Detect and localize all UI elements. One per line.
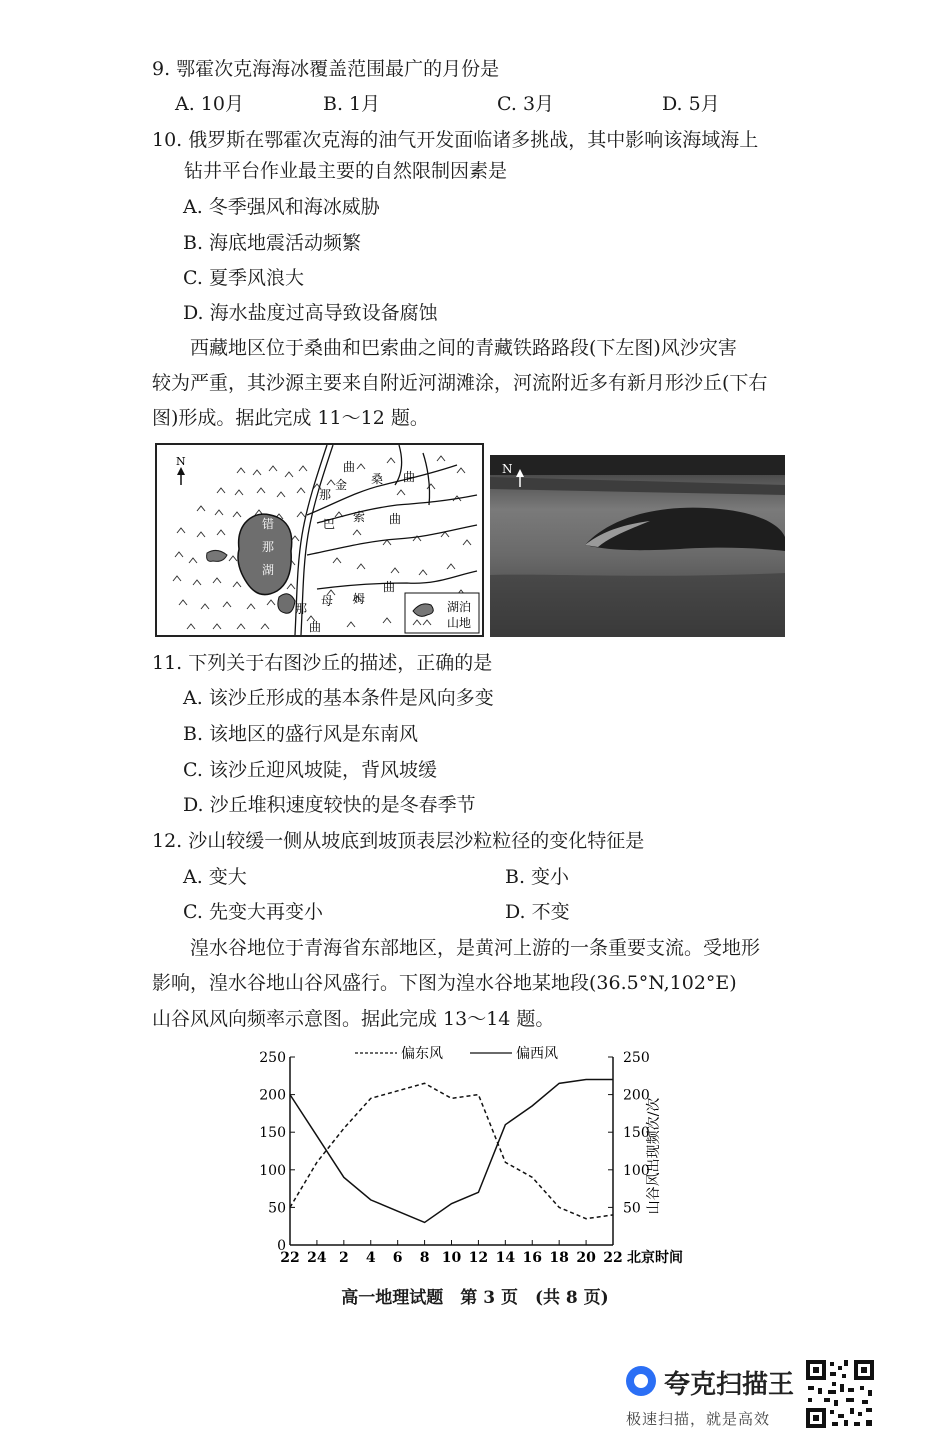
scanner-logo-icon (626, 1366, 656, 1396)
question-12-stem: 12. 沙山较缓一侧从坡底到坡顶表层沙粒粒径的变化特征是 (152, 830, 645, 852)
question-11-stem: 11. 下列关于右图沙丘的描述，正确的是 (152, 652, 493, 674)
x-tick-label: 6 (392, 1250, 403, 1266)
y-tick-label-left: 100 (259, 1162, 286, 1179)
passage-1-line-3: 图)形成。据此完成 11～12 题。 (152, 407, 429, 429)
river-sangqu-char-1: 曲 (343, 460, 356, 474)
y-tick-label-left: 250 (259, 1050, 286, 1066)
brand-title: 夸克扫描王 (664, 1370, 795, 1400)
map-north-label: N (176, 455, 186, 468)
q10-option-c: C. 夏季风浪大 (183, 267, 304, 289)
y-tick-label-left: 50 (268, 1200, 286, 1217)
x-tick-label: 22 (280, 1250, 300, 1266)
river-muqu-char-2: 姆 (353, 592, 366, 606)
river-sangqu-char-2: 桑 (371, 472, 384, 486)
river-naqu-char-2: 曲 (309, 620, 322, 634)
q10-option-a: A. 冬季强风和海冰威胁 (183, 196, 380, 218)
y-tick-label-left: 150 (259, 1125, 286, 1142)
river-muqu-char-3: 曲 (383, 580, 396, 594)
page-footer: 高一地理试题 第 3 页 (共 8 页) (341, 1288, 609, 1308)
x-tick-label: 2 (338, 1250, 349, 1266)
qr-code (804, 1358, 876, 1430)
x-axis-label: 北京时间 (627, 1250, 683, 1266)
x-tick-label: 22 (603, 1250, 623, 1266)
x-tick-label: 18 (549, 1250, 569, 1266)
x-tick-label: 10 (441, 1250, 462, 1266)
legend-label-1: 偏东风 (401, 1046, 443, 1062)
lake-char-3: 湖 (262, 563, 275, 577)
q12-option-a: A. 变大 (183, 866, 247, 888)
map-legend (405, 593, 479, 633)
q12-option-b: B. 变小 (505, 866, 570, 888)
y-tick-label-right: 200 (623, 1087, 650, 1104)
q9-option-c: C. 3月 (497, 93, 555, 115)
lake-char-1: 错 (262, 517, 275, 531)
y-tick-label-left: 0 (277, 1238, 286, 1254)
q11-option-c: C. 该沙丘迎风坡陡，背风坡缓 (183, 759, 437, 781)
x-tick-label: 20 (576, 1250, 596, 1266)
x-tick-label: 16 (522, 1250, 542, 1266)
dune-photo (490, 455, 785, 637)
y-tick-label-right: 50 (623, 1200, 641, 1217)
north-arrow (176, 455, 186, 485)
y-axis-label: 山谷风出现频次/次 (646, 1097, 662, 1215)
question-10-stem-2: 钻井平台作业最主要的自然限制因素是 (184, 160, 508, 182)
q9-option-b: B. 1月 (323, 93, 381, 115)
question-10-stem-1: 10. 俄罗斯在鄂霍次克海的油气开发面临诸多挑战，其中影响该海域海上 (152, 129, 759, 151)
river-naqu-char-1: 那 (295, 602, 308, 616)
small-lake (207, 550, 227, 561)
passage-2-line-3: 山谷风风向频率示意图。据此完成 13～14 题。 (152, 1008, 555, 1030)
q11-option-d: D. 沙丘堆积速度较快的是冬春季节 (183, 794, 476, 816)
question-9-stem: 9. 鄂霍次克海海冰覆盖范围最广的月份是 (152, 58, 500, 80)
valley-wind-chart (255, 1040, 715, 1275)
map-jin-char: 金 (335, 478, 348, 492)
south-lake (278, 594, 295, 613)
series-line-1 (290, 1083, 613, 1218)
passage-1-line-2: 较为严重，其沙源主要来自附近河湖滩涂，河流附近多有新月形沙丘(下右 (152, 372, 768, 394)
legend-label-2: 偏西风 (516, 1046, 558, 1062)
series-line-2 (290, 1080, 613, 1223)
x-tick-label: 4 (365, 1250, 376, 1266)
river-basuoqu-char-1: 那 (319, 488, 332, 502)
river-basuoqu-char-2: 巴 (323, 517, 336, 531)
x-tick-label: 14 (495, 1250, 516, 1266)
q9-option-d: D. 5月 (662, 93, 720, 115)
passage-2-line-1: 湟水谷地位于青海省东部地区，是黄河上游的一条重要支流。受地形 (190, 937, 761, 959)
q10-option-d: D. 海水盐度过高导致设备腐蚀 (183, 302, 438, 324)
passage-1-line-1: 西藏地区位于桑曲和巴索曲之间的青藏铁路路段(下左图)风沙灾害 (190, 337, 737, 359)
legend-mountain-label: 山地 (447, 616, 472, 630)
x-tick-label: 12 (468, 1250, 489, 1266)
x-tick-label: 8 (419, 1250, 430, 1266)
q11-option-b: B. 该地区的盛行风是东南风 (183, 723, 419, 745)
y-tick-label-right: 100 (623, 1162, 650, 1179)
y-tick-label-right: 250 (623, 1050, 650, 1066)
y-tick-label-left: 200 (259, 1087, 286, 1104)
river-muqu-char-1: 母 (321, 594, 334, 608)
x-tick-label: 24 (307, 1250, 327, 1266)
legend-lake-label: 湖泊 (447, 600, 472, 614)
brand-subtitle: 极速扫描，就是高效 (626, 1410, 771, 1428)
river-sangqu-char-3: 曲 (403, 470, 416, 484)
lake-char-2: 那 (262, 540, 275, 554)
photo-north-label: N (502, 462, 513, 476)
q12-option-d: D. 不变 (505, 901, 570, 923)
cuona-lake (238, 514, 292, 594)
passage-2-line-2: 影响，湟水谷地山谷风盛行。下图为湟水谷地某地段(36.5°N,102°E) (152, 972, 737, 994)
q12-option-c: C. 先变大再变小 (183, 901, 323, 923)
y-tick-label-right: 150 (623, 1125, 650, 1142)
river-basuoqu-char-4: 曲 (389, 512, 402, 526)
river-basuoqu-char-3: 索 (353, 510, 366, 524)
q10-option-b: B. 海底地震活动频繁 (183, 232, 362, 254)
q9-option-a: A. 10月 (175, 93, 244, 115)
q11-option-a: A. 该沙丘形成的基本条件是风向多变 (183, 687, 494, 709)
railway-map (155, 443, 484, 637)
